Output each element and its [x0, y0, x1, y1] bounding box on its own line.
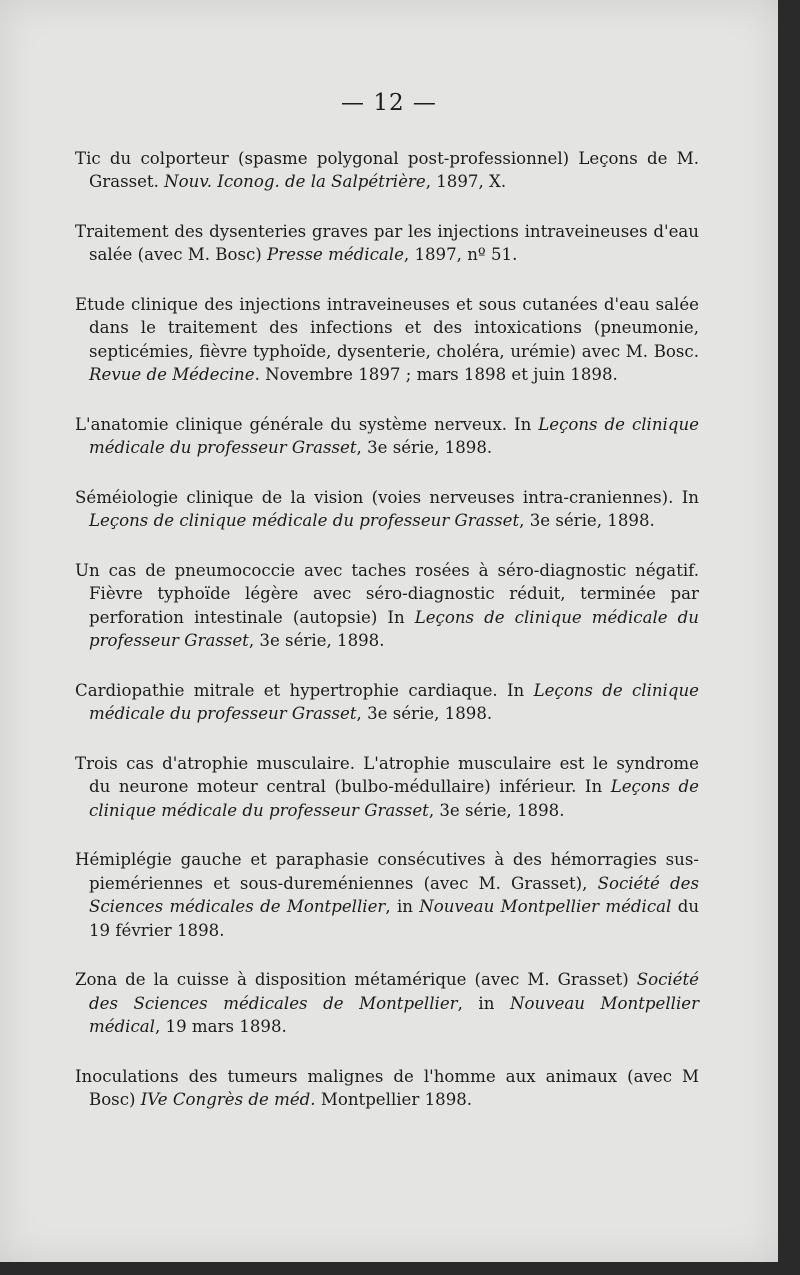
entry-text-segment: Inoculations des tumeurs malignes de l'homme aux animaux (avec M Bosc): [75, 1066, 699, 1110]
entry-text-segment: Tic du colporteur (spasme polygonal post-professionnel) Leçons de M. Grasset.: [75, 148, 699, 192]
entry-text-segment: , 3e série, 1898.: [356, 704, 493, 724]
entry-italic-segment: Revue de Médecine: [89, 365, 255, 385]
entry-text-segment: Etude clinique des injections intraveineuses et sous cutanées d'eau salée dans le traitement des infections et des intoxications (pneumonie, septicémies, fièvre typhoïde, dysenterie, choléra, urémie) avec M. Bosc.: [75, 294, 699, 361]
entry-italic-segment: Leçons de clinique médicale du professeur Grasset: [89, 511, 520, 531]
entry-italic-segment: Nouveau Montpellier médical: [419, 897, 672, 917]
entry-text-segment: Trois cas d'atrophie musculaire. L'atrophie musculaire est le syndrome du neurone moteur central (bulbo-médullaire) inférieur. In: [75, 753, 699, 797]
bibliography-entry: [75, 147, 699, 194]
entry-italic-segment: Société des Sciences médicales de Montpellier: [89, 970, 699, 1013]
entry-text-segment: , 3e série, 1898.: [428, 800, 565, 820]
bibliography-entry: [75, 486, 699, 533]
entry-text-segment: Un cas de pneumococcie avec taches rosées à séro-diagnostic négatif. Fièvre typhoïde légère avec séro-diagnostic réduit, terminée par perforation intestinale (autopsie) In: [75, 560, 699, 627]
entry-text-segment: Séméiologie clinique de la vision (voies nerveuses intra-craniennes). In: [75, 487, 699, 507]
entry-text-segment: Montpellier 1898.: [315, 1090, 473, 1110]
entry-italic-segment: Nouv. Iconog. de la Salpétrière: [164, 172, 426, 192]
bibliography-entry: [75, 559, 699, 653]
page-number: — 12 —: [341, 90, 437, 116]
entry-text-segment: Traitement des dysenteries graves par les injections intraveineuses d'eau salée (avec M. Bosc): [75, 221, 699, 265]
entry-italic-segment: Leçons de clinique médicale du professeur Grasset: [89, 607, 699, 651]
entry-text-segment: , 3e série, 1898.: [356, 438, 493, 458]
entry-text-segment: Cardiopathie mitrale et hypertrophie cardiaque. In: [75, 680, 534, 700]
bibliography-entry: [75, 968, 699, 1039]
entry-text-segment: du 19 février 1898.: [89, 897, 700, 940]
entry-text-segment: , 1897, nº 51.: [403, 245, 518, 265]
entry-text-segment: , in: [457, 993, 510, 1013]
bibliography-entry: [75, 220, 699, 267]
entry-text-segment: , 19 mars 1898.: [154, 1017, 287, 1037]
entry-text-segment: L'anatomie clinique générale du système nerveux. In: [75, 414, 539, 434]
entry-italic-segment: Leçons de clinique médicale du professeur Grasset: [89, 777, 699, 820]
entry-text-segment: , 3e série, 1898.: [248, 631, 385, 651]
bibliography-entry: [75, 413, 699, 460]
entry-text-segment: Zona de la cuisse à disposition métamérique (avec M. Grasset): [75, 970, 637, 990]
entry-italic-segment: Société des Sciences médicales de Montpellier: [89, 873, 700, 917]
entry-italic-segment: Presse médicale: [267, 245, 404, 265]
bibliography-list: [75, 130, 699, 1138]
bibliography-entry: [75, 293, 699, 387]
entry-italic-segment: IVe Congrès de méd.: [140, 1090, 316, 1110]
entry-text-segment: , 1897, X.: [425, 172, 507, 192]
bibliography-entry: [75, 752, 699, 823]
bibliography-entry: [75, 1065, 699, 1112]
entry-italic-segment: Leçons de clinique médicale du professeur Grasset: [89, 680, 699, 724]
entry-italic-segment: Nouveau Montpellier médical: [89, 993, 699, 1037]
entry-text-segment: , in: [385, 897, 420, 917]
entry-italic-segment: Leçons de clinique médicale du professeur Grasset: [89, 414, 699, 458]
entry-text-segment: Hémiplégie gauche et paraphasie consécutives à des hémorragies sus-piemériennes et sous-dureméniennes (avec M. Grasset),: [75, 850, 699, 893]
bibliography-entry: [75, 679, 699, 726]
entry-text-segment: . Novembre 1897 ; mars 1898 et juin 1898.: [254, 365, 618, 385]
bibliography-entry: [75, 848, 699, 942]
entry-text-segment: , 3e série, 1898.: [519, 511, 655, 531]
